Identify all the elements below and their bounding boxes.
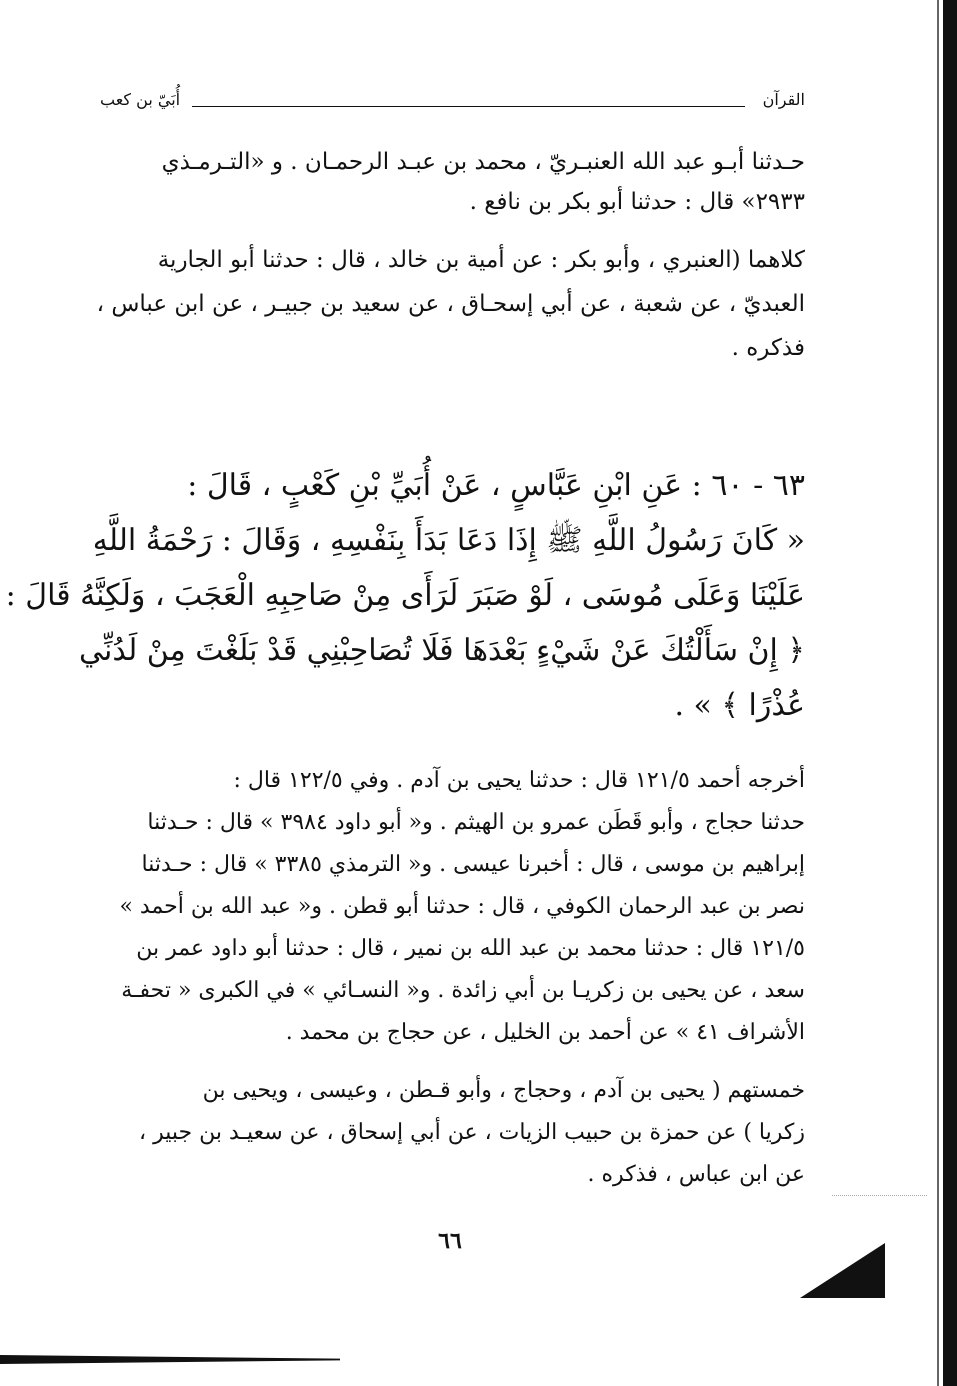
text-line: عن ابن عباس ، فذكره . bbox=[587, 1162, 805, 1187]
hadith-text bbox=[5, 458, 805, 733]
text-line: كلاهما (العنبري ، وأبو بكر : عن أمية بن خالد ، قال : حدثنا أبو الجارية bbox=[157, 247, 805, 273]
header-section: القرآن bbox=[762, 90, 805, 109]
hadith-line: ﴿ إِنْ سَأَلْتُكَ عَنْ شَيْءٍ بَعْدَهَا فَلَا تُصَاحِبْنِي قَدْ بَلَغْتَ مِنْ لَدُنِّي bbox=[79, 633, 805, 668]
text-line: حـدثنا أبـو عبد الله العنبـريّ ، محمد بن عبـد الرحمـان . و «التـرمـذي bbox=[161, 149, 805, 175]
paragraph-chain-2 bbox=[96, 238, 805, 370]
text-line: خمستهم ( يحيى بن آدم ، وحجاج ، وأبو قـطن ، وعيسى ، ويحيى بن bbox=[202, 1078, 805, 1103]
scan-edge-line bbox=[937, 0, 939, 1386]
text-line: إبراهيم بن موسى ، قال : أخبرنا عيسى . و« الترمذي ٣٣٨٥ » قال : حـدثنا bbox=[141, 852, 805, 877]
text-line: حدثنا حجاج ، وأبو قَطَن عمرو بن الهيثم . و« أبو داود ٣٩٨٤ » قال : حـدثنا bbox=[147, 810, 805, 835]
running-header bbox=[100, 88, 805, 118]
hadith-line: عُذْرًا ﴾ » . bbox=[674, 688, 805, 723]
scan-edge-bar bbox=[943, 0, 957, 1386]
text-line: زكريا ) عن حمزة بن حبيب الزيات ، عن أبي إسحاق ، عن سعيـد بن جبير ، bbox=[139, 1120, 805, 1145]
header-person: أُبَيّ بن كعب bbox=[100, 90, 181, 109]
hadith-line: ٦٣ - ٦٠ : عَنِ ابْنِ عَبَّاسٍ ، عَنْ أُبَيِّ بْنِ كَعْبٍ ، قَالَ : bbox=[187, 468, 805, 503]
page-corner-mark bbox=[800, 1243, 885, 1298]
text-line: ٢٩٣٣» قال : حدثنا أبو بكر بن نافع . bbox=[469, 189, 805, 215]
scan-bottom-bar bbox=[0, 1355, 340, 1364]
text-line: سعد ، عن يحيى بن زكريـا بن أبي زائدة . و« النسـائي » في الكبرى « تحفـة bbox=[121, 978, 805, 1003]
text-line: الأشراف ٤١ » عن أحمد بن الخليل ، عن حجاج بن محمد . bbox=[285, 1020, 805, 1045]
text-line: العبديّ ، عن شعبة ، عن أبي إسحـاق ، عن سعيد بن جبيـر ، عن ابن عباس ، bbox=[96, 291, 805, 317]
text-line: ١٢١/٥ قال : حدثنا محمد بن عبد الله بن نمير ، قال : حدثنا أبو داود عمر بن bbox=[136, 936, 805, 961]
summary-paragraph bbox=[100, 1070, 805, 1196]
paragraph-chain-1 bbox=[105, 142, 805, 222]
scan-artifact-dots bbox=[832, 1195, 927, 1196]
header-rule bbox=[192, 106, 745, 107]
text-line: نصر بن عبد الرحمان الكوفي ، قال : حدثنا أبو قطن . و« عبد الله بن أحمد » bbox=[119, 894, 805, 919]
hadith-line: « كَانَ رَسُولُ اللَّهِ ﷺ إِذَا دَعَا بَدَأَ بِنَفْسِهِ ، وَقَالَ : رَحْمَةُ اللَّهِ bbox=[92, 523, 805, 558]
text-line: فذكره . bbox=[731, 335, 805, 361]
hadith-line: عَلَيْنَا وَعَلَى مُوسَى ، لَوْ صَبَرَ لَرَأَى مِنْ صَاحِبِهِ الْعَجَبَ ، وَلَكِنَّهُ قَالَ : bbox=[5, 578, 805, 613]
takhrij-paragraph bbox=[100, 760, 805, 1054]
page-number: ٦٦ bbox=[438, 1228, 462, 1254]
text-line: أخرجه أحمد ١٢١/٥ قال : حدثنا يحيى بن آدم . وفي ١٢٢/٥ قال : bbox=[233, 768, 805, 793]
